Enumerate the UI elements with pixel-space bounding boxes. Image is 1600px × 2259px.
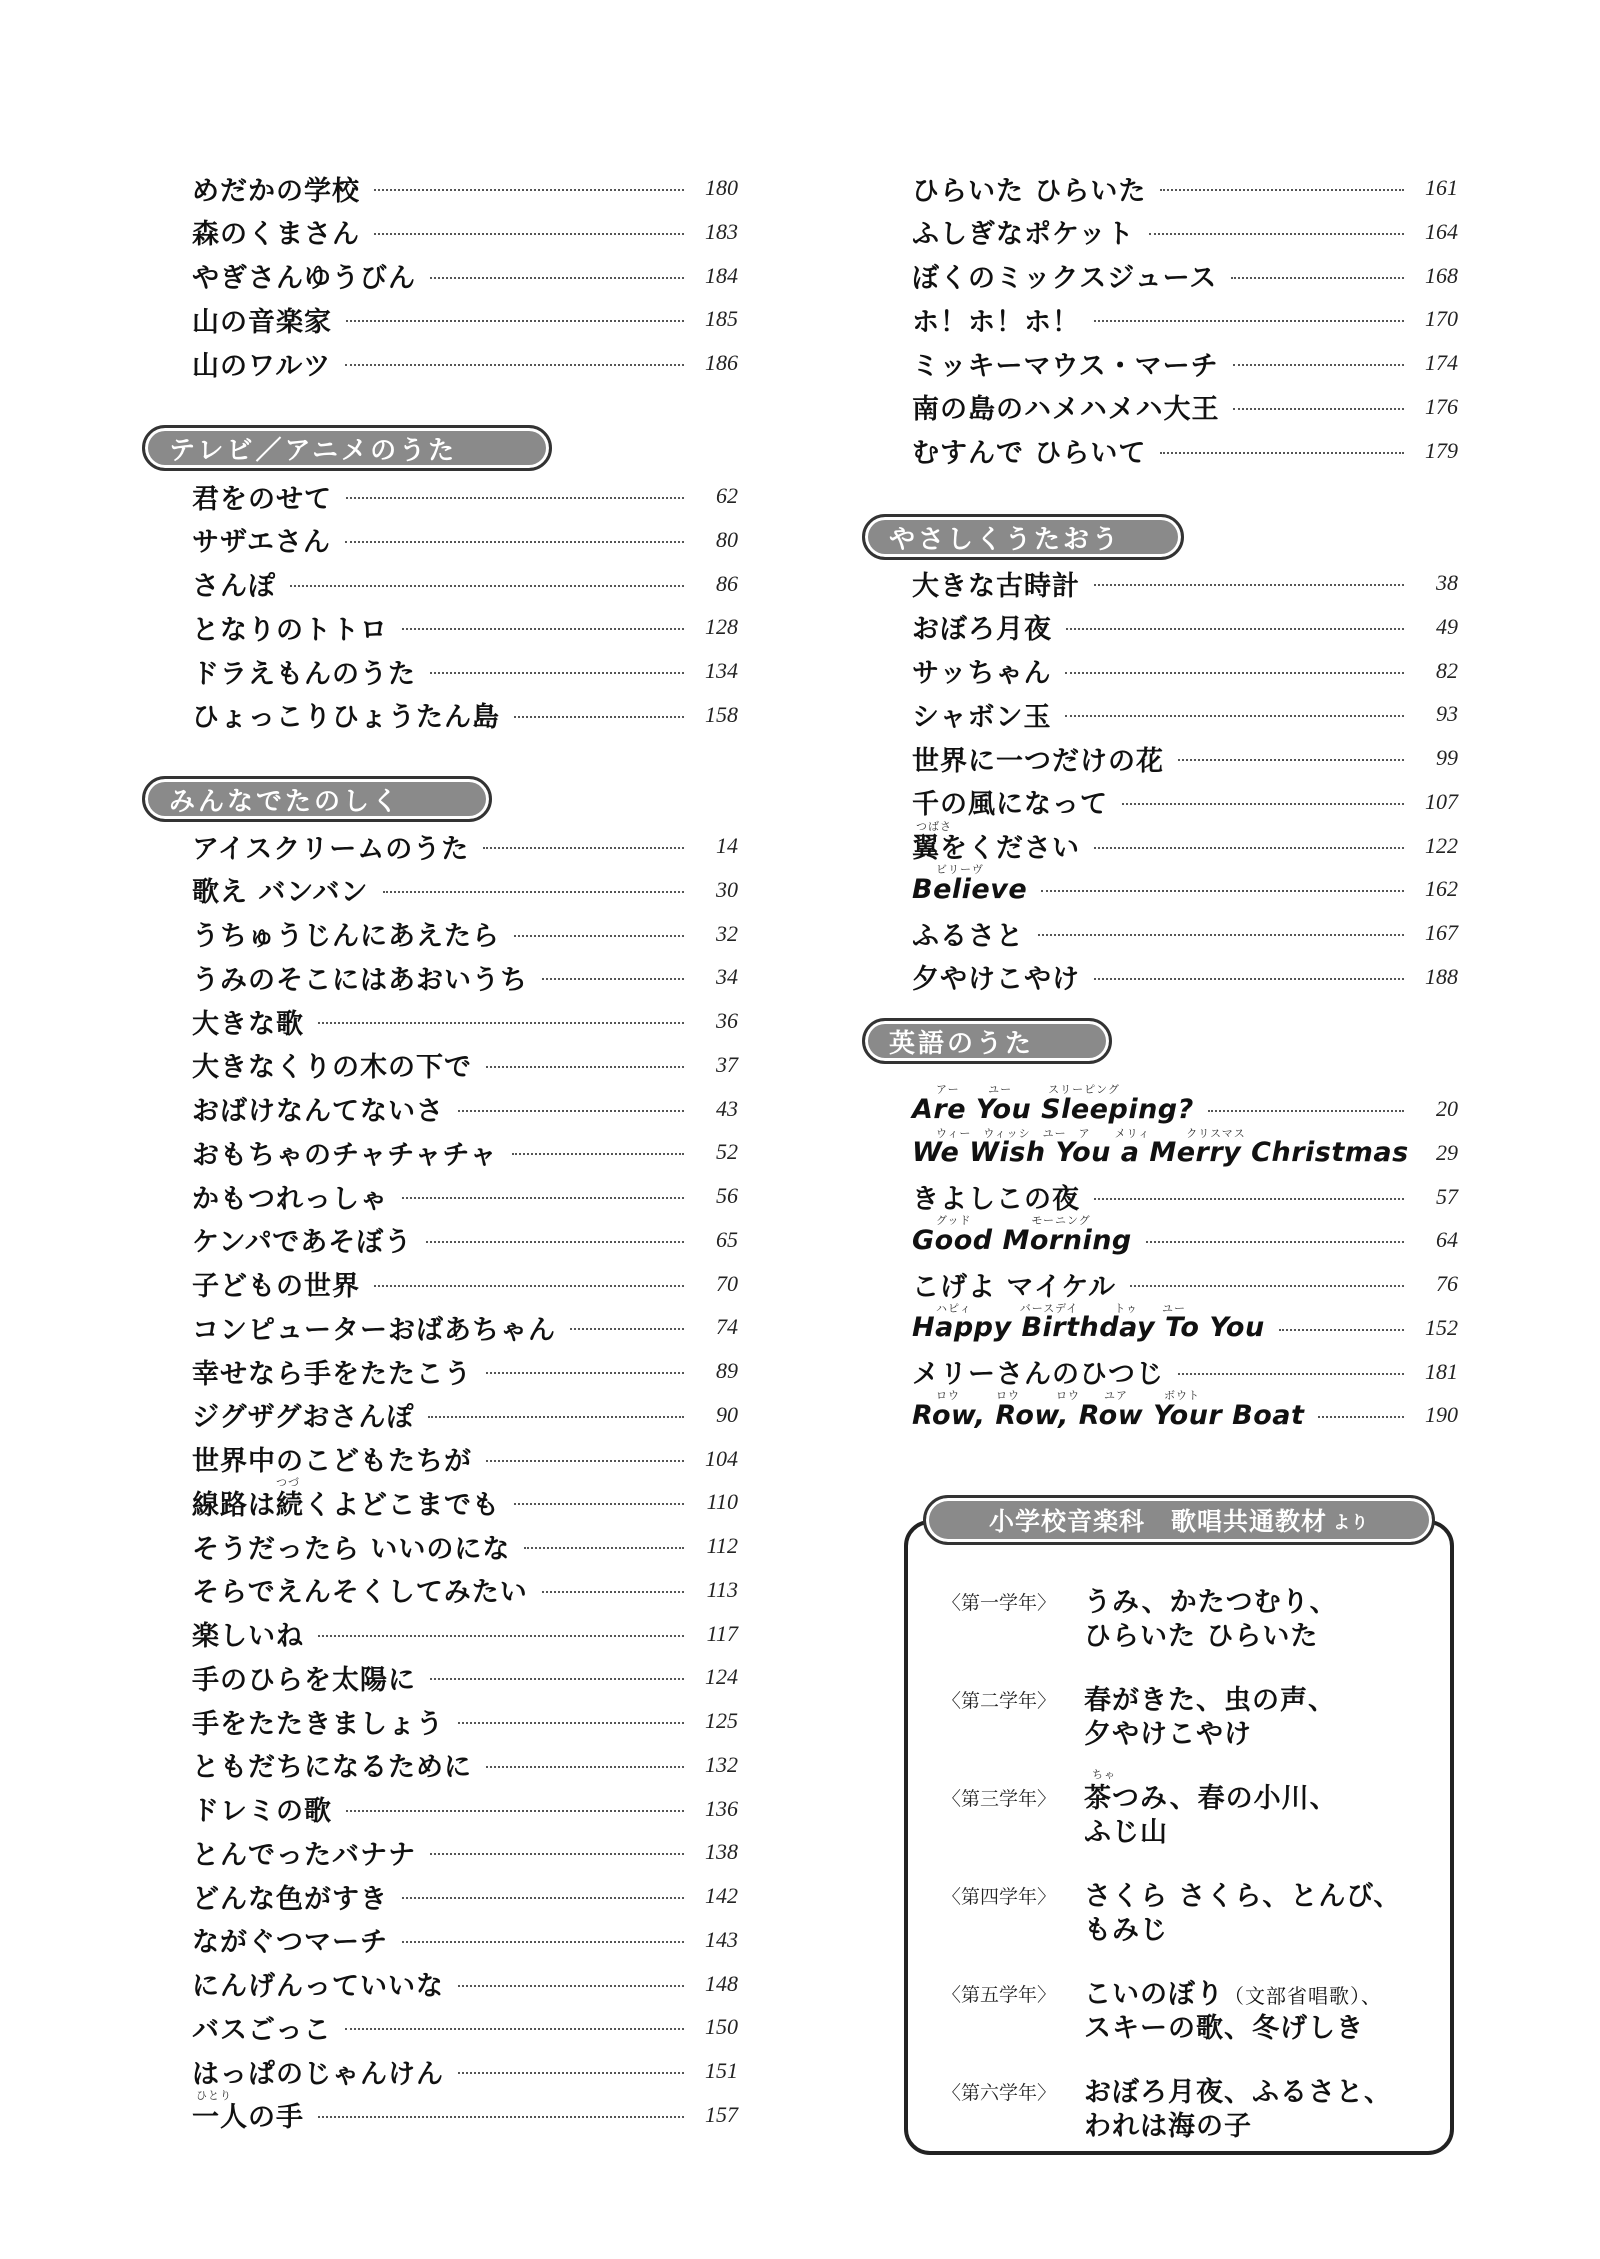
toc-entry[interactable] — [192, 1043, 738, 1087]
song-title: ひょっこりひょうたん島 — [192, 702, 500, 734]
leader-dots — [1160, 189, 1404, 191]
song-title: かもつれっしゃ — [192, 1183, 388, 1215]
page-number: 57 — [1436, 1183, 1458, 1209]
toc-entry[interactable] — [192, 1130, 738, 1174]
page-number: 179 — [1425, 437, 1458, 463]
toc-entry[interactable] — [912, 385, 1458, 429]
ruby-reading: ビリーヴ — [936, 863, 984, 877]
grade-songs-text: うみ、かたつむり、 — [1084, 1587, 1338, 1618]
leader-dots — [346, 497, 684, 499]
leader-dots — [1094, 1198, 1404, 1200]
grade-label: 〈第一学年〉 — [942, 1592, 1057, 1614]
toc-entry[interactable] — [192, 868, 738, 912]
page-number: 43 — [716, 1095, 738, 1121]
toc-entry[interactable] — [192, 999, 738, 1043]
toc-entry[interactable] — [912, 341, 1458, 385]
leader-dots — [1094, 978, 1404, 980]
song-title: Happy Birthday To You — [912, 1312, 1265, 1344]
leader-dots — [430, 1853, 684, 1855]
page-number: 186 — [705, 350, 738, 375]
toc-entry[interactable] — [912, 210, 1458, 254]
page-number: 188 — [1425, 963, 1458, 989]
page-number: 20 — [1436, 1096, 1458, 1121]
toc-entry[interactable] — [192, 474, 738, 518]
page-number: 70 — [716, 1270, 738, 1296]
leader-dots — [430, 672, 684, 674]
toc-entry[interactable] — [192, 166, 738, 210]
toc-entry[interactable] — [192, 1787, 738, 1831]
song-title: そうだったら いいのにな — [192, 1533, 511, 1565]
song-title: 楽しいね — [192, 1621, 304, 1652]
toc-entry[interactable] — [192, 1918, 738, 1962]
song-title: Believe — [912, 873, 1028, 905]
toc-entry[interactable] — [912, 736, 1458, 780]
grade-songs-line2: スキーの歌、冬げしき — [1084, 2013, 1364, 2044]
song-title: 子どもの世界 — [192, 1271, 360, 1302]
page-number: 122 — [1425, 832, 1458, 858]
page-number: 112 — [706, 1533, 738, 1558]
song-title: となりのトトロ — [192, 614, 388, 646]
song-title: 大きなくりの木の下で — [192, 1052, 472, 1084]
song-title: ともだちになるために — [192, 1752, 472, 1784]
leader-dots — [345, 364, 684, 366]
leader-dots — [514, 1503, 684, 1505]
toc-entry[interactable] — [912, 819, 1458, 868]
leader-dots — [428, 1416, 684, 1418]
page-number: 80 — [716, 526, 738, 552]
section-heading: テレビ／アニメのうた — [142, 425, 552, 471]
grade-label: 〈第六学年〉 — [942, 2082, 1057, 2104]
toc-entry[interactable] — [912, 166, 1458, 210]
grade-label: 〈第四学年〉 — [942, 1886, 1057, 1908]
leader-dots — [514, 716, 684, 718]
song-title: Row, Row, Row Your Boat — [912, 1399, 1305, 1431]
page-number: 181 — [1425, 1358, 1458, 1384]
toc-entry[interactable] — [192, 693, 738, 737]
song-title: おもちゃのチャチャチャ — [192, 1139, 498, 1171]
page-number: 107 — [1425, 788, 1458, 814]
toc-entry[interactable] — [912, 863, 1458, 911]
page-number: 89 — [716, 1358, 738, 1383]
leader-dots — [1130, 1285, 1404, 1287]
leader-dots — [486, 1066, 684, 1068]
page-number: 93 — [1436, 701, 1458, 727]
page-number: 152 — [1425, 1314, 1458, 1340]
leader-dots — [318, 1022, 684, 1024]
song-title: ひらいた ひらいた — [912, 175, 1147, 207]
leader-dots — [1178, 759, 1404, 761]
song-title: サッちゃん — [912, 658, 1052, 689]
song-title: ながぐつマーチ — [192, 1927, 388, 1959]
song-title: にんげんっていいな — [192, 1971, 444, 2002]
page-number: 180 — [705, 175, 738, 200]
ruby-reading: ウィー ウィッシ ユー ア メリィ クリスマス — [936, 1126, 1246, 1140]
toc-entry[interactable] — [912, 1214, 1458, 1262]
ruby-reading: グッド モーニング — [936, 1214, 1091, 1228]
toc-entry[interactable] — [192, 341, 738, 385]
page-number: 113 — [706, 1576, 738, 1602]
song-title: 山のワルツ — [192, 350, 332, 382]
song-title: はっぱのじゃんけん — [192, 2058, 444, 2090]
leader-dots — [346, 1810, 684, 1812]
leader-dots — [512, 1153, 684, 1155]
song-title: 世界に一つだけの花 — [912, 745, 1164, 777]
page-number: 124 — [705, 1664, 738, 1690]
toc-entry[interactable] — [192, 1568, 738, 1612]
song-title: うみのそこにはあおいうち — [192, 964, 528, 996]
page-number: 117 — [706, 1620, 738, 1646]
toc-entry[interactable] — [912, 692, 1458, 736]
toc-entry[interactable] — [192, 210, 738, 254]
song-title: ふるさと — [912, 920, 1024, 952]
leader-dots — [383, 891, 684, 893]
leader-dots — [542, 1591, 684, 1593]
song-title: We Wish You a Merry Christmas — [912, 1137, 1409, 1169]
toc-entry[interactable] — [192, 1437, 738, 1481]
grade-note: （文部省唱歌）、 — [1224, 1984, 1382, 2008]
page-number: 128 — [705, 614, 738, 640]
ruby-reading: ハピィ バースデイ トゥ ユー — [936, 1301, 1186, 1315]
grade-songs-line2: 夕やけこやけ — [1084, 1719, 1252, 1750]
song-title: きよしこの夜 — [912, 1184, 1080, 1215]
grade-songs-line2: ふじ山 — [1084, 1817, 1168, 1848]
ruby-reading: ロウ ロウ ロウ ユア ボウト — [936, 1389, 1200, 1403]
toc-entry[interactable] — [192, 1743, 738, 1787]
toc-entry[interactable] — [912, 1126, 1458, 1175]
leader-dots — [1231, 277, 1404, 279]
page-number: 190 — [1425, 1402, 1458, 1428]
leader-dots — [1233, 364, 1404, 366]
toc-entry[interactable] — [192, 649, 738, 693]
page-number: 30 — [716, 876, 738, 902]
song-title: 君をのせて — [192, 483, 332, 515]
page-number: 37 — [716, 1051, 738, 1077]
ruby-reading: つばさ — [916, 819, 952, 833]
page-number: 14 — [716, 833, 738, 858]
leader-dots — [1149, 233, 1404, 235]
page-number: 134 — [705, 658, 738, 683]
song-title: ホ！ホ！ホ！ — [912, 306, 1080, 338]
song-title: 世界中のこどもたちが — [192, 1446, 472, 1477]
page-number: 36 — [716, 1008, 738, 1033]
song-title: 南の島のハメハメハ大王 — [912, 394, 1220, 426]
grade-songs-line2: もみじ — [1084, 1915, 1168, 1946]
leader-dots — [486, 1766, 684, 1768]
song-title: 山の音楽家 — [192, 306, 332, 338]
song-title: むすんで ひらいて — [912, 438, 1147, 469]
page-number: 183 — [705, 218, 738, 244]
song-title: サザエさん — [192, 527, 331, 559]
leader-dots — [1318, 1416, 1404, 1418]
song-title: ドレミの歌 — [192, 1796, 332, 1827]
leader-dots — [318, 2116, 684, 2118]
page-number: 125 — [705, 1708, 738, 1733]
song-title: Are You Sleeping? — [912, 1093, 1194, 1125]
grade-songs-text: 茶つみ、春の小川、 — [1084, 1783, 1338, 1814]
leader-dots — [1233, 408, 1404, 410]
page-number: 86 — [716, 570, 738, 596]
toc-entry[interactable] — [192, 2005, 738, 2049]
leader-dots — [430, 277, 684, 279]
ruby-reading: アー ユー スリーピング — [936, 1083, 1120, 1096]
page-number: 82 — [1436, 657, 1458, 683]
toc-entry[interactable] — [192, 955, 738, 999]
song-title: 手をたたきましょう — [192, 1708, 444, 1740]
toc-entry[interactable] — [192, 912, 738, 956]
leader-dots — [1066, 628, 1404, 630]
leader-dots — [458, 1985, 684, 1987]
toc-entry[interactable] — [192, 1874, 738, 1918]
toc-entry[interactable] — [192, 824, 738, 868]
leader-dots — [1146, 1241, 1404, 1243]
ruby-reading: つづ — [276, 1476, 300, 1490]
toc-entry[interactable] — [192, 1612, 738, 1656]
page-number: 62 — [716, 483, 738, 508]
page-number: 176 — [1425, 393, 1458, 419]
song-title: ケンパであそぼう — [192, 1227, 413, 1259]
leader-dots — [374, 189, 684, 191]
leader-dots — [1122, 803, 1404, 805]
section-heading: 英語のうた — [862, 1018, 1112, 1064]
page-number: 184 — [705, 262, 738, 288]
leader-dots — [430, 1678, 684, 1680]
page-number: 158 — [705, 701, 738, 727]
grade-songs-text: こいのぼり — [1084, 1979, 1224, 2010]
toc-entry[interactable] — [192, 254, 738, 298]
song-title: おばけなんてないさ — [192, 1096, 444, 1127]
page-number: 174 — [1425, 350, 1458, 375]
leader-dots — [524, 1547, 684, 1549]
page-number: 164 — [1425, 218, 1458, 244]
ruby-reading: ひとり — [196, 2088, 232, 2102]
leader-dots — [1065, 672, 1404, 674]
toc-entry[interactable] — [192, 2049, 738, 2093]
page-number: 74 — [716, 1314, 738, 1340]
page-number: 150 — [705, 2014, 738, 2040]
toc-entry[interactable] — [192, 1962, 738, 2006]
song-title: 歌え バンバン — [192, 877, 369, 909]
song-title: 森のくまさん — [192, 219, 360, 251]
page-number: 162 — [1425, 876, 1458, 902]
toc-entry[interactable] — [912, 1301, 1458, 1350]
toc-entry[interactable] — [912, 911, 1458, 955]
leader-dots — [345, 541, 684, 543]
leader-dots — [1178, 1373, 1404, 1375]
box-title-suffix: より — [1333, 1512, 1369, 1533]
grade-label: 〈第二学年〉 — [942, 1690, 1057, 1712]
leader-dots — [458, 2072, 684, 2074]
page-number: 32 — [716, 920, 738, 946]
leader-dots — [458, 1722, 684, 1724]
toc-entry[interactable] — [192, 1699, 738, 1743]
toc-entry[interactable] — [192, 1262, 738, 1306]
toc-entry[interactable] — [192, 1524, 738, 1568]
toc-entry[interactable] — [192, 518, 738, 562]
leader-dots — [346, 320, 684, 322]
toc-entry[interactable] — [912, 605, 1458, 649]
page-number: 142 — [705, 1883, 738, 1908]
toc-entry[interactable] — [192, 1476, 738, 1524]
toc-entry[interactable] — [192, 605, 738, 649]
page-number: 157 — [705, 2101, 738, 2127]
page-number: 38 — [1436, 570, 1458, 595]
song-title: Good Morning — [912, 1224, 1132, 1256]
leader-dots — [1041, 890, 1404, 892]
song-title: こげよ マイケル — [912, 1271, 1116, 1303]
page-number: 167 — [1425, 920, 1458, 945]
toc-entry[interactable] — [192, 1349, 738, 1393]
grade-songs-line2: われは海の子 — [1084, 2111, 1252, 2142]
song-title: ジグザグおさんぽ — [192, 1402, 415, 1434]
song-title: うちゅうじんにあえたら — [192, 921, 500, 952]
page-number: 64 — [1436, 1227, 1458, 1253]
leader-dots — [570, 1328, 684, 1330]
page-number: 29 — [1436, 1139, 1458, 1165]
leader-dots — [426, 1241, 684, 1243]
toc-entry[interactable] — [912, 955, 1458, 999]
grade-songs-text: おぼろ月夜、ふるさと、 — [1084, 2077, 1392, 2108]
song-title: 線路は続くよどこまでも — [192, 1489, 500, 1521]
leader-dots — [402, 1941, 684, 1943]
page-number: 168 — [1425, 262, 1458, 288]
song-title: どんな色がすき — [192, 1883, 388, 1915]
leader-dots — [1279, 1329, 1404, 1331]
song-title: ぼくのミックスジュース — [912, 263, 1218, 294]
leader-dots — [458, 1110, 684, 1112]
page-number: 132 — [705, 1751, 738, 1777]
page-number: 65 — [716, 1226, 738, 1252]
grade-label: 〈第五学年〉 — [942, 1984, 1057, 2006]
page-number: 52 — [716, 1139, 738, 1165]
toc-entry[interactable] — [912, 254, 1458, 298]
leader-dots — [1208, 1110, 1404, 1112]
leader-dots — [1094, 847, 1404, 849]
section-heading: やさしくうたおう — [862, 514, 1184, 560]
leader-dots — [402, 1897, 684, 1899]
song-title: やぎさんゆうびん — [192, 263, 416, 294]
leader-dots — [374, 233, 684, 235]
section-heading: みんなでたのしく — [142, 776, 492, 822]
leader-dots — [402, 1197, 684, 1199]
leader-dots — [1094, 584, 1404, 586]
song-title: メリーさんのひつじ — [912, 1359, 1164, 1390]
page-number: 110 — [706, 1489, 738, 1515]
song-title: 大きな古時計 — [912, 570, 1080, 602]
toc-entry[interactable] — [192, 1087, 738, 1131]
box-title-text: 小学校音楽科 歌唱共通教材 — [988, 1507, 1327, 1536]
song-title: 手のひらを太陽に — [192, 1664, 416, 1696]
page-number: 185 — [705, 306, 738, 332]
song-title: とんでったバナナ — [192, 1839, 416, 1871]
song-title: おぼろ月夜 — [912, 614, 1052, 646]
leader-dots — [1094, 320, 1404, 322]
page-number: 161 — [1425, 175, 1458, 200]
song-title: 夕やけこやけ — [912, 964, 1080, 996]
song-title: そらでえんそくしてみたい — [192, 1577, 528, 1609]
grade-songs-text: 春がきた、虫の声、 — [1084, 1685, 1336, 1716]
grade-songs-text: さくら さくら、とんび、 — [1084, 1881, 1402, 1912]
toc-entry[interactable] — [192, 1218, 738, 1262]
leader-dots — [486, 1460, 684, 1462]
song-title: めだかの学校 — [192, 175, 360, 207]
song-title: 千の風になって — [912, 789, 1108, 821]
leader-dots — [483, 847, 684, 849]
toc-entry[interactable] — [912, 649, 1458, 693]
song-title: コンピューターおばあちゃん — [192, 1314, 556, 1346]
toc-entry[interactable] — [912, 561, 1458, 605]
leader-dots — [1038, 934, 1404, 936]
song-title: ドラえもんのうた — [192, 658, 416, 690]
song-title: ふしぎなポケット — [912, 219, 1135, 251]
toc-entry[interactable] — [192, 1174, 738, 1218]
page-number: 99 — [1436, 745, 1458, 770]
toc-entry[interactable] — [912, 297, 1458, 341]
leader-dots — [345, 2028, 684, 2030]
toc-entry[interactable] — [192, 1393, 738, 1437]
song-title: 一人の手 — [192, 2102, 304, 2134]
page-number: 49 — [1436, 613, 1458, 639]
song-title: 大きな歌 — [192, 1008, 304, 1040]
toc-entry[interactable] — [912, 1389, 1458, 1437]
leader-dots — [1065, 715, 1404, 717]
toc-entry[interactable] — [912, 780, 1458, 824]
toc-entry[interactable] — [192, 1830, 738, 1874]
ruby-reading: ちゃ — [1092, 1768, 1116, 1781]
song-title: アイスクリームのうた — [192, 833, 470, 865]
leader-dots — [486, 1372, 684, 1374]
page-number: 76 — [1436, 1271, 1458, 1296]
grade-label: 〈第三学年〉 — [942, 1788, 1057, 1810]
grade-songs-line2: ひらいた ひらいた — [1084, 1621, 1319, 1652]
song-title: 幸せなら手をたたこう — [192, 1358, 472, 1390]
toc-entry[interactable] — [192, 1655, 738, 1699]
leader-dots — [402, 628, 684, 630]
toc-entry[interactable] — [192, 562, 738, 606]
song-title: シャボン玉 — [912, 701, 1052, 733]
leader-dots — [1160, 452, 1404, 454]
leader-dots — [514, 935, 684, 937]
leader-dots — [290, 585, 684, 587]
page-number: 136 — [705, 1795, 738, 1821]
page-number: 138 — [705, 1839, 738, 1865]
toc-entry[interactable] — [192, 1305, 738, 1349]
song-title: 翼をください — [912, 833, 1080, 864]
toc-entry[interactable] — [192, 297, 738, 341]
page-number: 148 — [705, 1970, 738, 1996]
leader-dots — [374, 1285, 684, 1287]
toc-entry[interactable] — [912, 429, 1458, 473]
page-number: 34 — [716, 964, 738, 990]
song-title: バスごっこ — [192, 2014, 332, 2046]
toc-entry[interactable] — [192, 2088, 738, 2137]
page-number: 90 — [716, 1401, 738, 1427]
page-number: 151 — [705, 2058, 738, 2083]
page-number: 143 — [705, 1926, 738, 1952]
common-songs-box-title — [923, 1495, 1435, 1545]
page-number: 56 — [716, 1183, 738, 1208]
page-number: 170 — [1425, 306, 1458, 332]
song-title: ミッキーマウス・マーチ — [912, 350, 1219, 382]
song-title: さんぽ — [192, 571, 276, 602]
leader-dots — [318, 1635, 684, 1637]
page-number: 104 — [705, 1445, 738, 1471]
leader-dots — [542, 978, 684, 980]
